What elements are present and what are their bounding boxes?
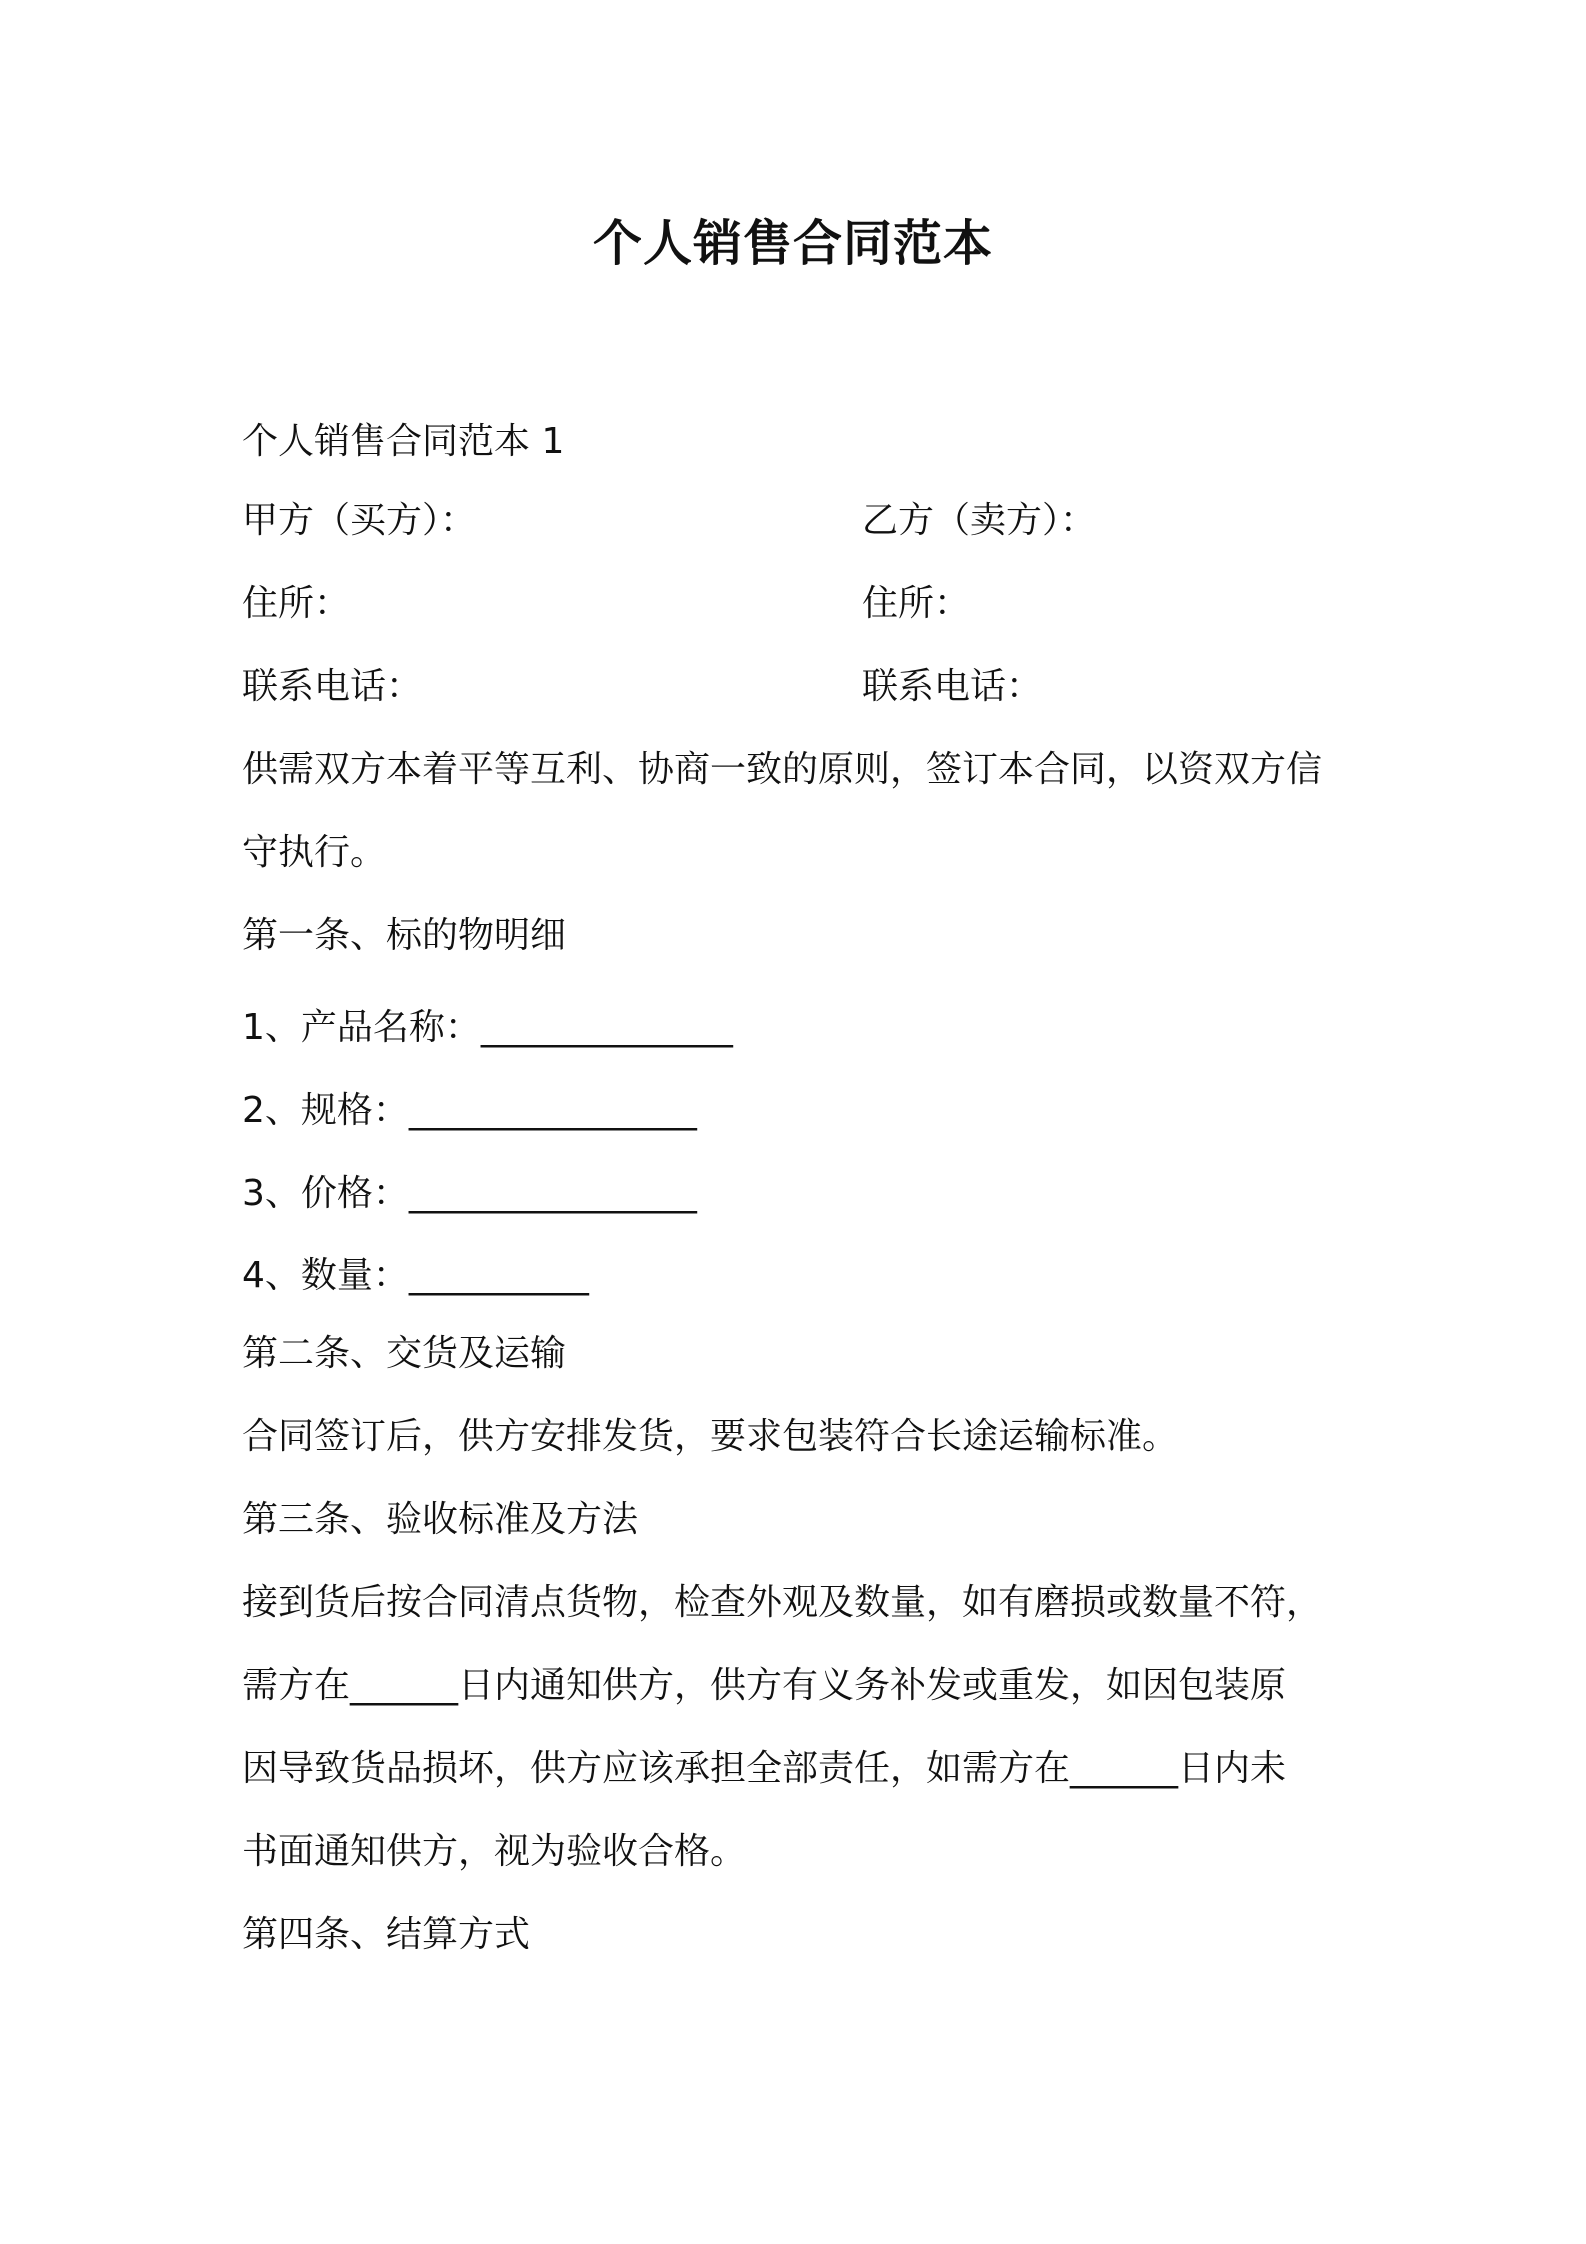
party-b-label: 乙方（卖方）： [862, 500, 1097, 541]
item-quantity: 4、数量：__________ [242, 1255, 589, 1296]
article-3-line-3: 因导致货品损坏，供方应该承担全部责任，如需方在______日内未 [242, 1748, 1287, 1789]
document-title: 个人销售合同范本 [592, 215, 993, 272]
item-product-name: 1、产品名称：______________ [242, 1007, 733, 1048]
article-3-line-2: 需方在______日内通知供方，供方有义务补发或重发，如因包装原 [242, 1665, 1287, 1706]
article-2-text: 合同签订后，供方安排发货，要求包装符合长途运输标准。 [242, 1416, 1179, 1457]
party-a-label: 甲方（买方）： [242, 500, 477, 541]
item-specification: 2、规格：________________ [242, 1090, 697, 1131]
article-1-heading: 第一条、标的物明细 [242, 915, 567, 956]
address-b-label: 住所： [862, 583, 971, 624]
phone-b-label: 联系电话： [862, 666, 1043, 707]
intro-paragraph-line-2: 守执行。 [242, 832, 387, 873]
article-3-heading: 第三条、验收标准及方法 [242, 1499, 639, 1540]
article-2-heading: 第二条、交货及运输 [242, 1333, 567, 1374]
item-price: 3、价格：________________ [242, 1173, 697, 1214]
article-3-line-1: 接到货后按合同清点货物，检查外观及数量，如有磨损或数量不符， [242, 1582, 1323, 1623]
address-a-label: 住所： [242, 583, 351, 624]
contract-subtitle: 个人销售合同范本 1 [242, 421, 565, 462]
article-3-line-4: 书面通知供方，视为验收合格。 [242, 1831, 747, 1872]
article-4-heading: 第四条、结算方式 [242, 1914, 531, 1955]
intro-paragraph-line-1: 供需双方本着平等互利、协商一致的原则，签订本合同，以资双方信 [242, 749, 1323, 790]
phone-a-label: 联系电话： [242, 666, 423, 707]
